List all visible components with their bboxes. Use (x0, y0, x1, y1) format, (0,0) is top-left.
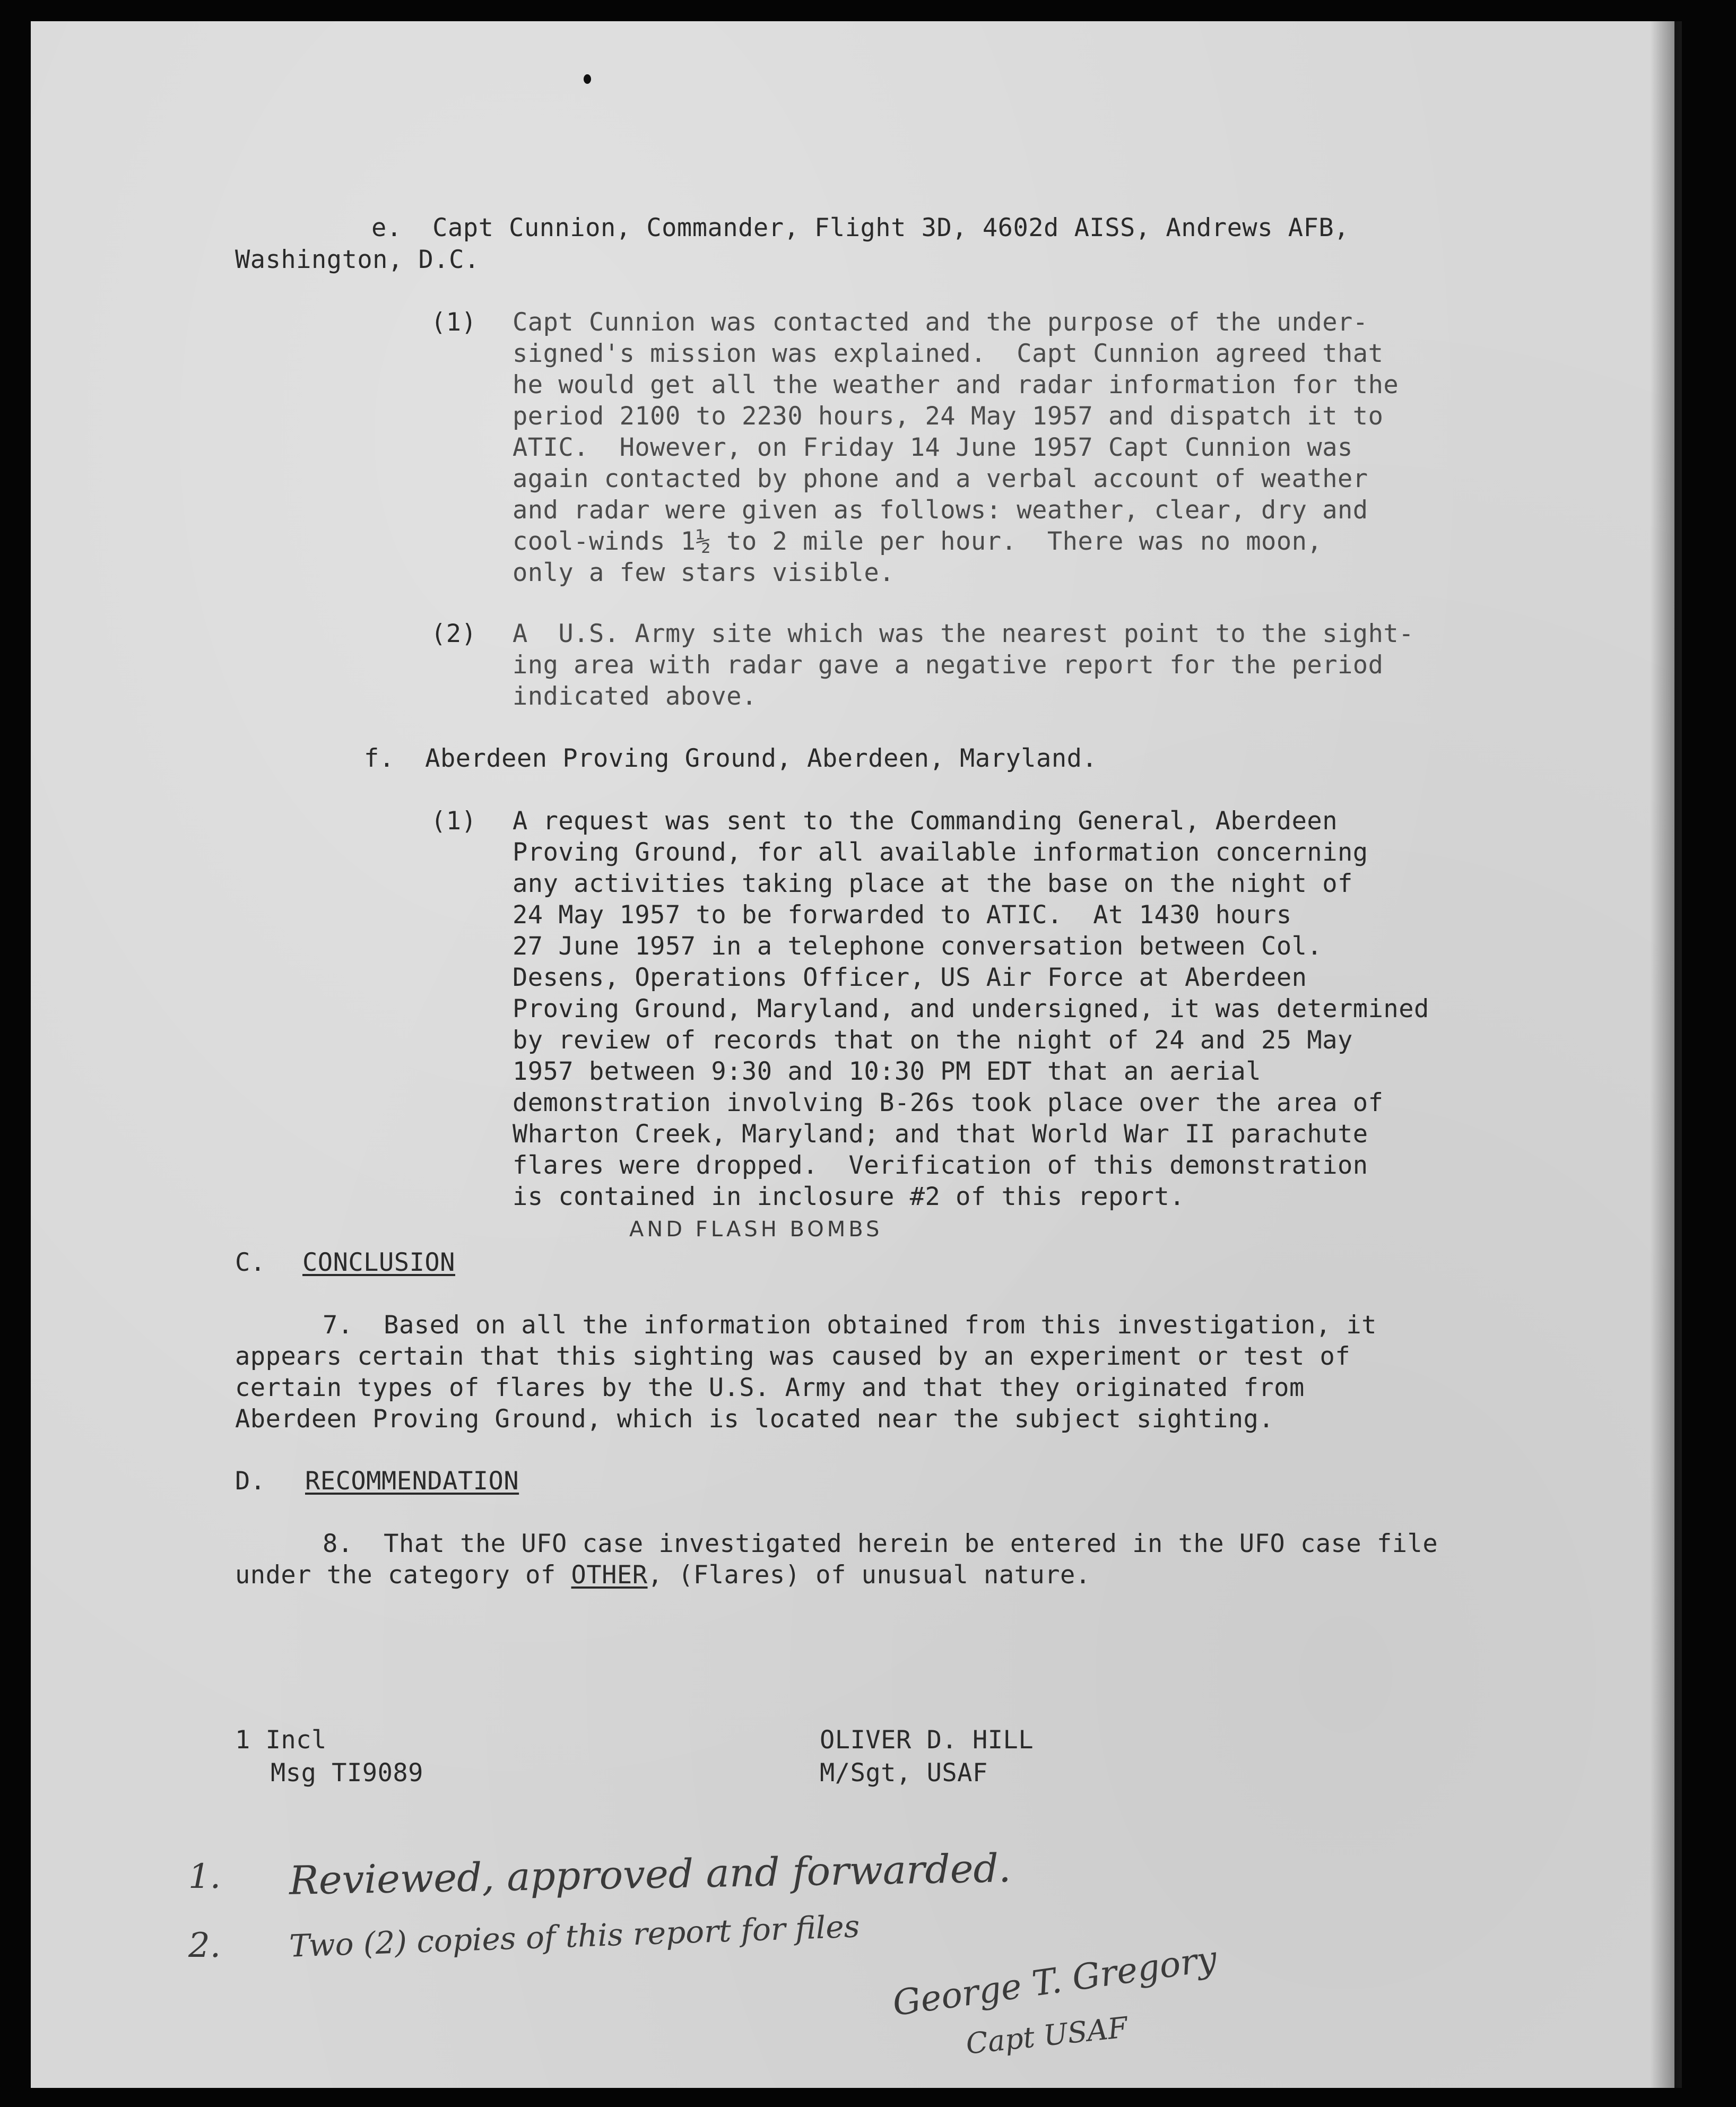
paragraph-line: by review of records that on the night of 24 and 25 May (513, 1026, 1353, 1055)
paragraph-line: cool-winds 1½ to 2 mile per hour. There was no moon, (513, 527, 1323, 556)
paragraph-line: appears certain that this sighting was caused by an experiment or test of (235, 1342, 1351, 1371)
paragraph-line: he would get all the weather and radar information for the (513, 370, 1399, 400)
paragraph-line: again contacted by phone and a verbal account of weather (513, 464, 1368, 493)
handnote-1: Reviewed, approved and forwarded. (289, 1845, 1012, 1904)
section-f-heading: f. Aberdeen Proving Ground, Aberdeen, Maryland. (364, 744, 1098, 773)
paragraph-line: period 2100 to 2230 hours, 24 May 1957 and dispatch it to (513, 402, 1384, 431)
page-edge-shadow (1650, 21, 1682, 2088)
paragraph-line: 27 June 1957 in a telephone conversation between Col. (513, 932, 1323, 961)
handnote-2-number: 2. (188, 1926, 221, 1965)
paragraph-line: Desens, Operations Officer, US Air Force at Aberdeen (513, 963, 1307, 992)
handwritten-insert: AND FLASH BOMBS (629, 1217, 883, 1242)
handwritten-signature: George T. Gregory (890, 1938, 1220, 2024)
paragraph-line: Capt Cunnion was contacted and the purpose of the under- (513, 308, 1368, 337)
section-e-item2-number: (2) (431, 619, 477, 648)
paragraph-line: only a few stars visible. (513, 558, 895, 587)
section-d-label: D. (235, 1467, 266, 1496)
handwritten-signature-title: Capt USAF (964, 2010, 1130, 2061)
section-f-item1-number: (1) (431, 807, 477, 836)
signer-rank: M/Sgt, USAF (820, 1758, 988, 1788)
paragraph-line: ATIC. However, on Friday 14 June 1957 Capt Cunnion was (513, 433, 1353, 462)
inclosure-count: 1 Incl (235, 1726, 327, 1755)
category-other: OTHER (571, 1560, 648, 1590)
paragraph-line: 1957 between 9:30 and 10:30 PM EDT that an aerial (513, 1057, 1262, 1086)
handnote-1-number: 1. (188, 1857, 221, 1896)
paragraph-line: ing area with radar gave a negative report for the period (513, 651, 1384, 680)
paragraph-line: 7. Based on all the information obtained from this investigation, it (323, 1311, 1377, 1340)
paragraph-line: Proving Ground, for all available information concerning (513, 838, 1368, 867)
paragraph-line: 8. That the UFO case investigated herein be entered in the UFO case file (323, 1529, 1438, 1558)
paragraph-line: 24 May 1957 to be forwarded to ATIC. At 1430 hours (513, 900, 1292, 930)
paragraph-line: demonstration involving B-26s took place over the area of (513, 1088, 1384, 1117)
paragraph-line-category (235, 1559, 1091, 1591)
paragraph-line: Proving Ground, Maryland, and undersigned, it was determined (513, 994, 1429, 1024)
section-e-heading-line1: e. Capt Cunnion, Commander, Flight 3D, 4602d AISS, Andrews AFB, (371, 213, 1349, 242)
paragraph-line: Wharton Creek, Maryland; and that World War II parachute (513, 1120, 1368, 1149)
category-flares: , (Flares) (647, 1560, 816, 1590)
handnote-2: Two (2) copies of this report for files (289, 1908, 861, 1964)
section-c-title: CONCLUSION (302, 1248, 455, 1277)
category-prefix: under the category of (235, 1560, 571, 1590)
inclosure-message: Msg TI9089 (271, 1758, 423, 1788)
section-c-label: C. (235, 1248, 266, 1277)
paragraph-line: certain types of flares by the U.S. Army and that they originated from (235, 1373, 1305, 1402)
paragraph-line: indicated above. (513, 682, 757, 711)
paragraph-line: signed's mission was explained. Capt Cunnion agreed that (513, 339, 1384, 368)
paragraph-line: and radar were given as follows: weather, clear, dry and (513, 496, 1368, 525)
signer-name: OLIVER D. HILL (820, 1726, 1034, 1755)
section-d-title: RECOMMENDATION (305, 1467, 519, 1496)
paragraph-line: is contained in inclosure #2 of this report. (513, 1182, 1185, 1211)
ink-dot (584, 74, 591, 84)
paragraph-line: Aberdeen Proving Ground, which is located near the subject sighting. (235, 1404, 1274, 1434)
section-e-item1-number: (1) (431, 308, 477, 337)
paragraph-line: flares were dropped. Verification of this demonstration (513, 1151, 1368, 1180)
paragraph-line: A U.S. Army site which was the nearest point to the sight- (513, 619, 1414, 648)
paragraph-line: any activities taking place at the base on the night of (513, 869, 1353, 898)
category-suffix: of unusual nature. (815, 1560, 1091, 1590)
paragraph-line: A request was sent to the Commanding General, Aberdeen (513, 807, 1338, 836)
section-e-heading-line2: Washington, D.C. (235, 245, 480, 274)
